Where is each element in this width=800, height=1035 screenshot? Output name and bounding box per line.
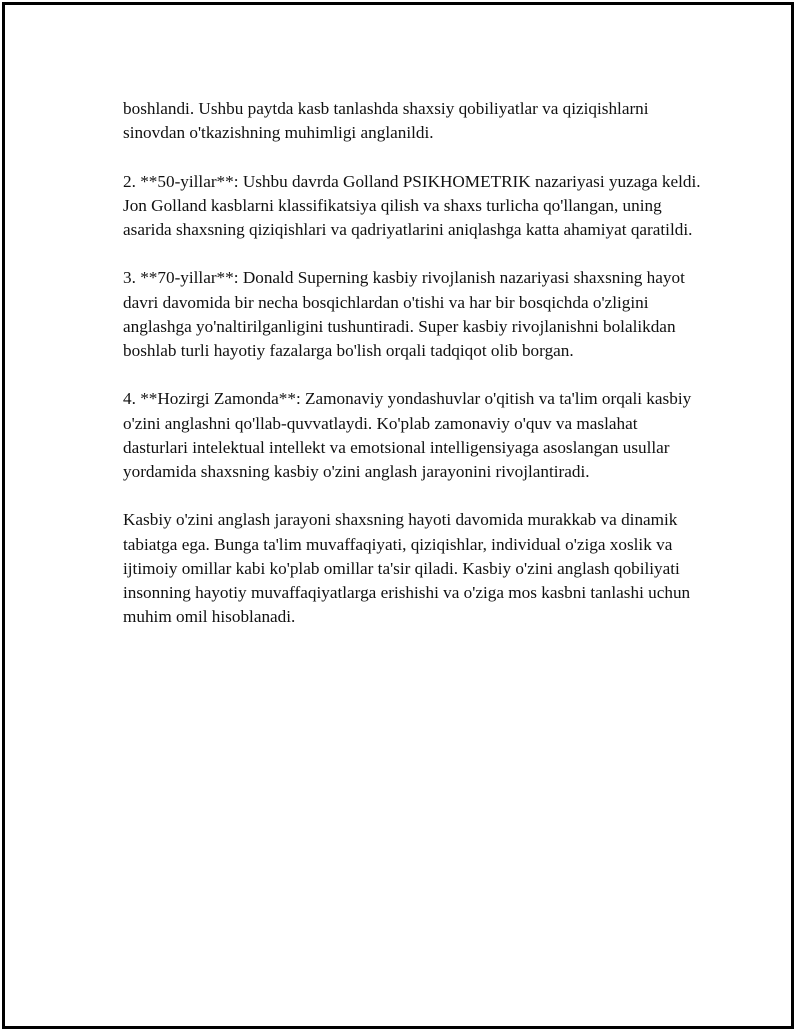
paragraph-50s: 2. **50-yillar**: Ushbu davrda Golland PSIKHOMETRIK nazariyasi yuzaga keldi. Jon Golland kasblarni klassifikatsiya qilish va shaxs turlicha qo'llangan, uning asarida shaxsning qiziqishlari va qadriyatlarini aniqlashga katta ahamiyat qaratildi. [123, 171, 701, 239]
page-content [123, 97, 703, 654]
paragraph-70s: 3. **70-yillar**: Donald Superning kasbiy rivojlanish nazariyasi shaxsning hayot davri davomida bir necha bosqichlardan o'tishi va har bir bosqichda o'zligini anglashga yo'naltirilganligini tushuntiradi. Super kasbiy rivojlanishni bolalikdan boshlab turli hayotiy fazalarga bo'lish orqali tadqiqot olib borgan. [123, 268, 685, 360]
paragraph-present-day: 4. **Hozirgi Zamonda**: Zamonaviy yondashuvlar o'qitish va ta'lim orqali kasbiy o'zini anglashni qo'llab-quvvatlaydi. Ko'plab zamonaviy o'quv va maslahat dasturlari intelektual intellekt va emotsional intelligensiyaga asoslangan usullar yordamida shaxsning kasbiy o'zini anglash jarayonini rivojlantiradi. [123, 389, 692, 481]
paragraph-conclusion: Kasbiy o'zini anglash jarayoni shaxsning hayoti davomida murakkab va dinamik tabiatga ega. Bunga ta'lim muvaffaqiyati, qiziqishlar, individual o'ziga xoslik va ijtimoiy omillar kabi ko'plab omillar ta'sir qiladi. Kasbiy o'zini anglash qobiliyati insonning hayotiy muvaffaqiyatlarga erishishi va o'ziga mos kasbni tanlashi uchun muhim omil hisoblanadi. [123, 510, 691, 627]
page-frame [2, 2, 794, 1029]
paragraph-continuation: boshlandi. Ushbu paytda kasb tanlashda shaxsiy qobiliyatlar va qiziqishlarni sinovdan o'tkazishning muhimligi anglanildi. [123, 99, 649, 143]
